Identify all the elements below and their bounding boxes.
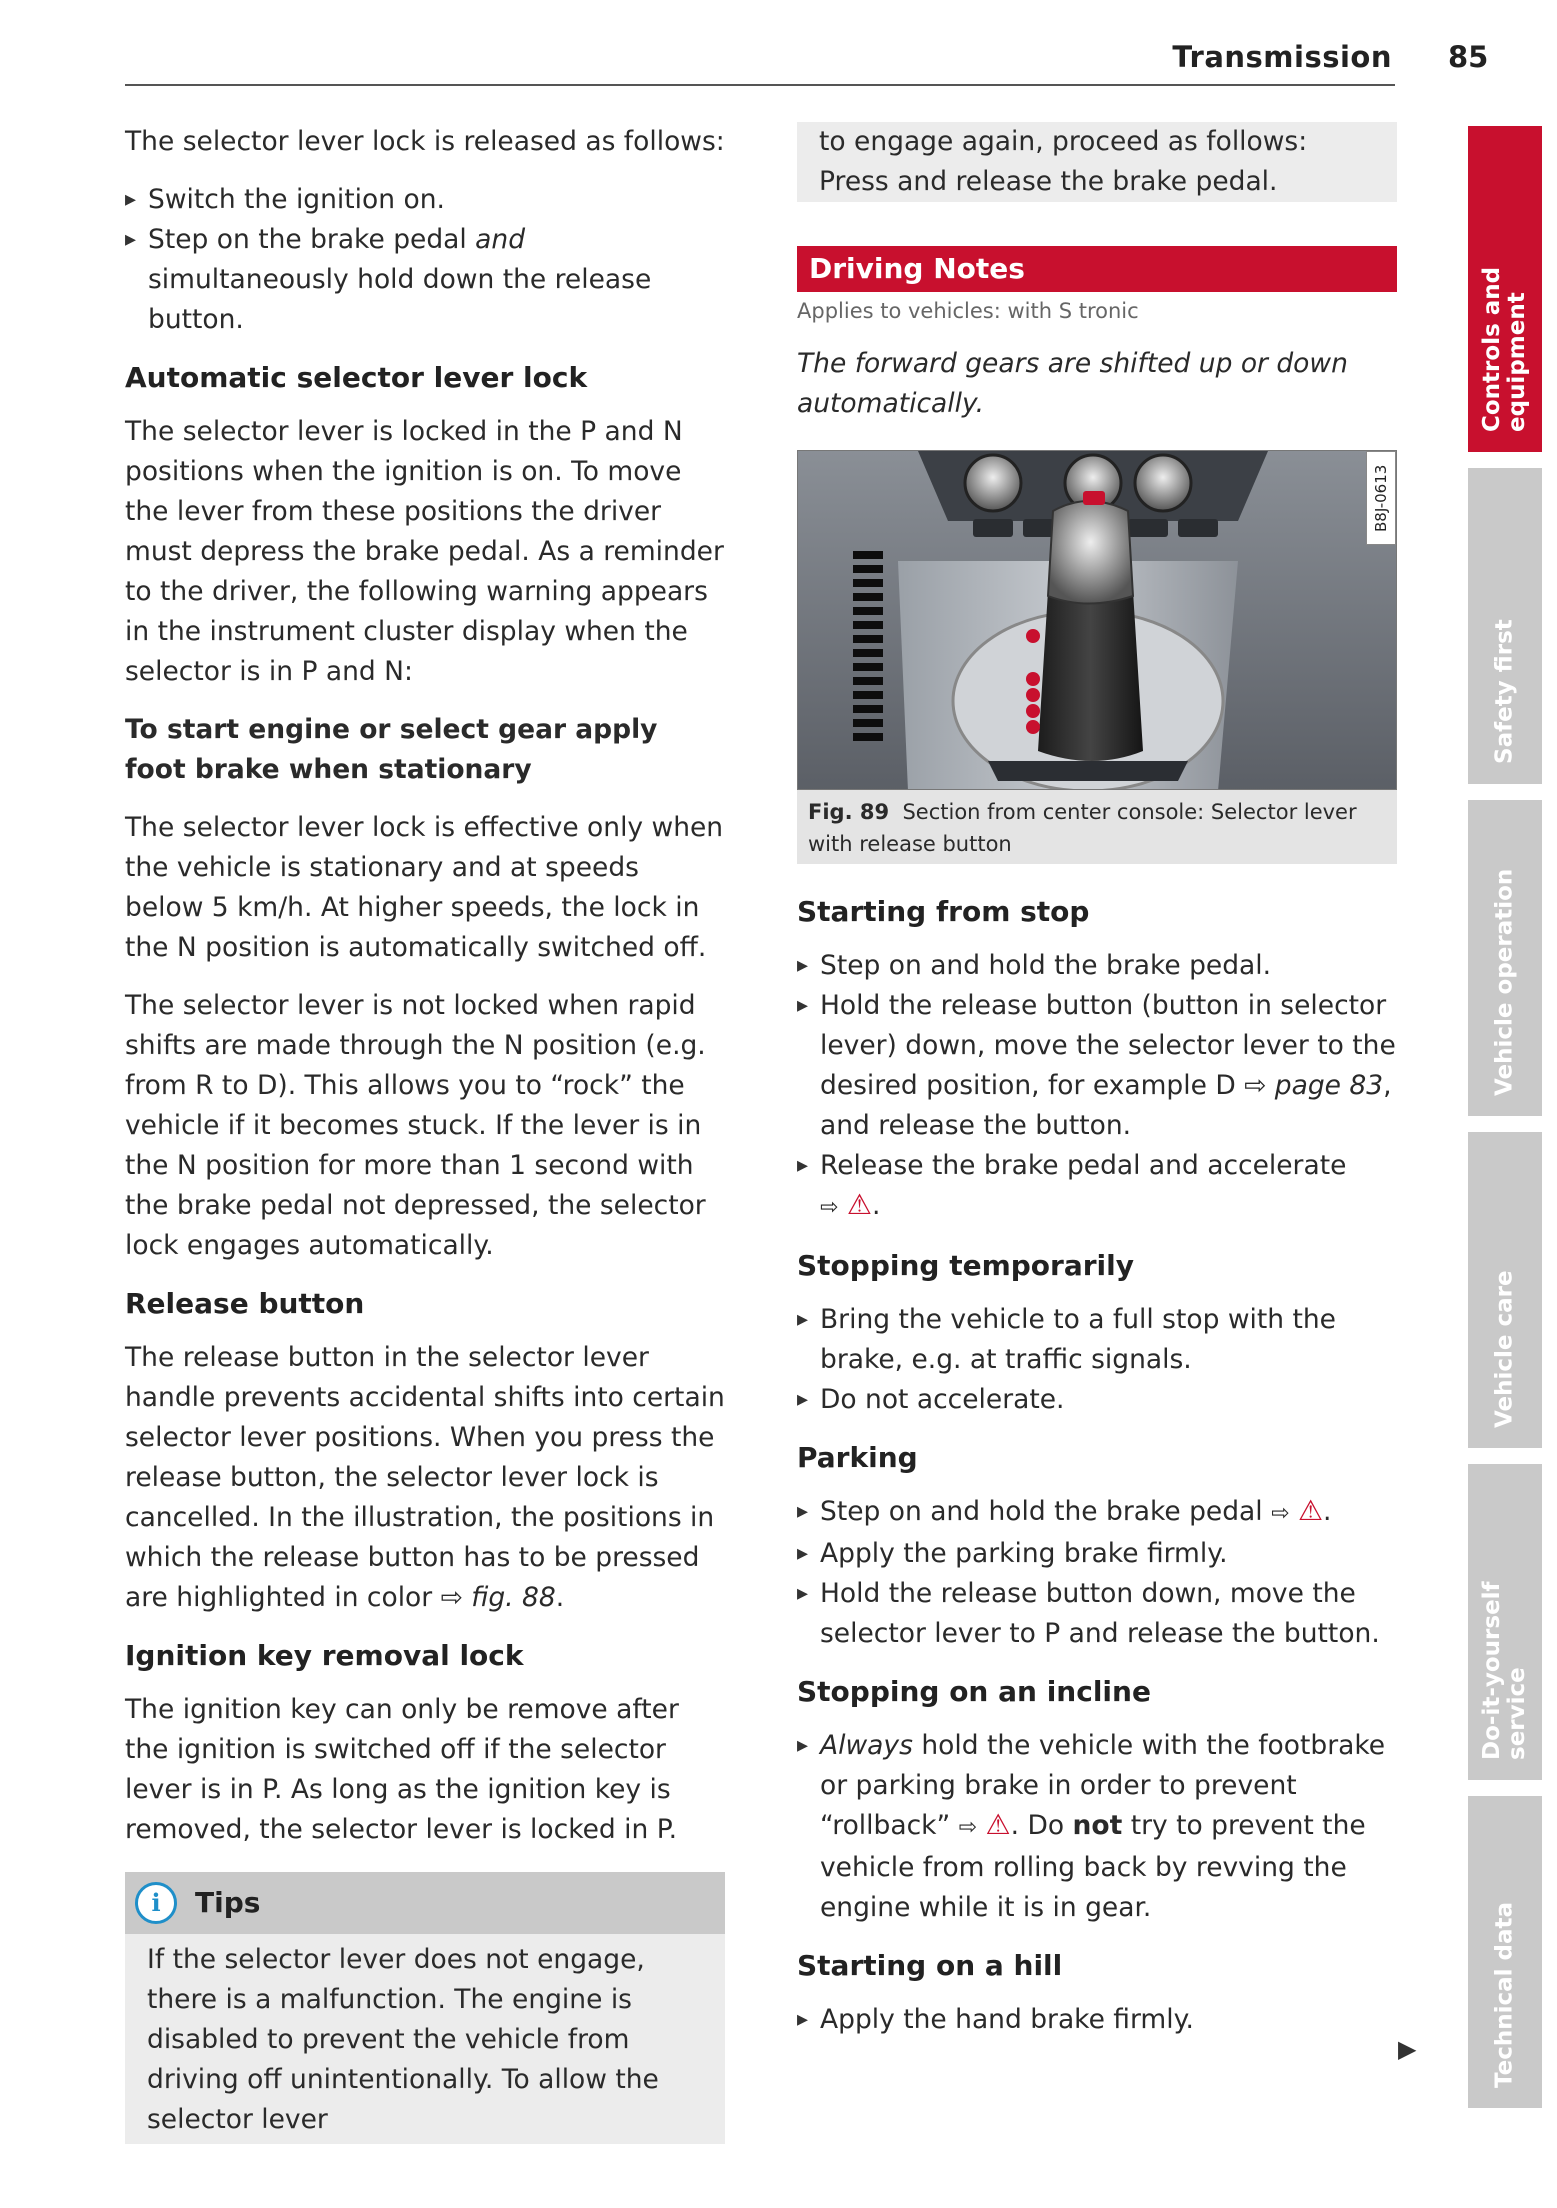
paragraph: The selector lever lock is effective only when the vehicle is stationary and at speeds below 5 km/h. At higher speeds, the lock in the N position is automatically switched off. [125,812,724,963]
step-list [797,1492,1397,1654]
left-column [125,122,725,2144]
step-list [125,180,725,340]
next-page-arrow-icon[interactable]: ▶ [1398,2035,1417,2063]
info-icon: i [135,1882,177,1924]
paragraph: The selector lever lock is released as follows: [125,126,725,157]
paragraph: The selector lever is not locked when rapid shifts are made through the N position (e.g. from R to D). This allows you to “rock” the vehicle if it becomes stuck. If the lever is in the N position for more than 1 second with the brake pedal not depressed, the selector lock engages automatically. [125,990,706,1261]
list-item: ▸ Do not accelerate. [797,1380,1397,1420]
list-item: ▸ Apply the parking brake firmly. [797,1534,1397,1574]
tab-do-it-yourself-service[interactable]: Do-it-yourself service [1468,1464,1542,1780]
warning-icon[interactable]: ⚠ [985,1808,1011,1841]
applies-note: Applies to vehicles: with S tronic [797,299,1139,323]
paragraph: The ignition key can only be remove after the ignition is switched off if the selector lever is in P. As long as the ignition key is removed, the selector lever is locked in P. [125,1694,679,1845]
figure-selector-lever [797,450,1397,790]
figure-reference-link[interactable]: ⇨ fig. 88 [440,1582,556,1613]
page-reference-link[interactable]: ⇨ page 83 [1244,1070,1384,1101]
heading-release-button: Release button [125,1287,365,1320]
emphasis: and [475,224,526,255]
paragraph: The release button in the selector lever handle prevents accidental shifts into certain selector lever positions. When you press the release button, the selector lever lock is cancelled. In the illustration, the positions in which the release button has to be pressed are highlighted in color ⇨ fig. 88. [125,1342,725,1613]
figure-label: Fig. 89 [808,800,890,824]
tab-safety-first[interactable]: Safety first [1468,468,1542,784]
tab-technical-data[interactable]: Technical data [1468,1796,1542,2108]
heading-automatic-lock: Automatic selector lever lock [125,361,588,394]
list-item: ▸ Switch the ignition on. [125,180,725,220]
tips-title: Tips [195,1886,261,1919]
page-number: 85 [1448,40,1489,74]
list-item: ▸ Step on and hold the brake pedal ⇨ ⚠. [797,1492,1397,1534]
figure-code: B8J-0613 [1366,451,1396,545]
header-divider [125,84,1395,86]
tips-header [125,1872,725,1934]
list-item: ▸ Step on the brake pedal and simultaneously hold down the release button. [125,220,725,340]
list-item: ▸ Bring the vehicle to a full stop with the brake, e.g. at traffic signals. [797,1300,1397,1380]
list-item: ▸ Always hold the vehicle with the footbrake or parking brake in order to prevent “rollback” ⇨ ⚠. Do not try to prevent the vehicle from rolling back by revving the engine while it is in gear. [797,1726,1397,1928]
step-list [797,2000,1397,2040]
intro-text: The forward gears are shifted up or down automatically. [797,348,1348,419]
step-list [797,946,1397,1228]
step-list [797,1726,1397,1928]
section-title: Driving Notes [797,246,1397,292]
paragraph: The selector lever is locked in the P and N positions when the ignition is on. To move the lever from these positions the driver must depress the brake pedal. As a reminder to the driver, the following warning appears in the instrument cluster display when the selector is in P and N: [125,416,724,687]
tab-controls-and-equipment[interactable]: Controls and equipment [1468,126,1542,452]
list-item: ▸ Step on and hold the brake pedal. [797,946,1397,986]
tab-vehicle-care[interactable]: Vehicle care [1468,1132,1542,1448]
heading-starting-from-stop: Starting from stop [797,895,1090,928]
list-item: ▸ Release the brake pedal and accelerate ⇨ ⚠. [797,1146,1397,1228]
list-item: ▸ Hold the release button (button in selector lever) down, move the selector lever to the desired position, for example D ⇨ page 83, and release the button. [797,986,1397,1146]
figure-caption: Fig. 89 Section from center console: Selector lever with release button [797,790,1397,864]
emphasis: Always [820,1730,913,1761]
tips-continuation-box: to engage again, proceed as follows: Press and release the brake pedal. [797,122,1397,202]
heading-stopping-temporarily: Stopping temporarily [797,1249,1134,1282]
step-list [797,1300,1397,1420]
warning-icon[interactable]: ⚠ [846,1188,872,1221]
tips-box [125,1872,725,2144]
tips-body: If the selector lever does not engage, there is a malfunction. The engine is disabled to prevent the vehicle from driving off unintentionally. To allow the selector lever [147,1944,659,2135]
right-column [797,122,1397,2058]
tab-vehicle-operation[interactable]: Vehicle operation [1468,800,1542,1116]
selector-lever-illustration [798,451,1397,790]
heading-stopping-on-incline: Stopping on an incline [797,1675,1151,1708]
list-item: ▸ Apply the hand brake firmly. [797,2000,1397,2040]
running-header-title: Transmission [1172,40,1392,74]
emphasis-bold: not [1072,1810,1123,1841]
warning-icon[interactable]: ⚠ [1297,1494,1324,1527]
heading-key-removal-lock: Ignition key removal lock [125,1639,524,1672]
warning-message: To start engine or select gear apply foot brake when stationary [125,714,658,785]
heading-parking: Parking [797,1441,918,1474]
heading-starting-on-hill: Starting on a hill [797,1949,1063,1982]
list-item: ▸ Hold the release button down, move the selector lever to P and release the button. [797,1574,1397,1654]
